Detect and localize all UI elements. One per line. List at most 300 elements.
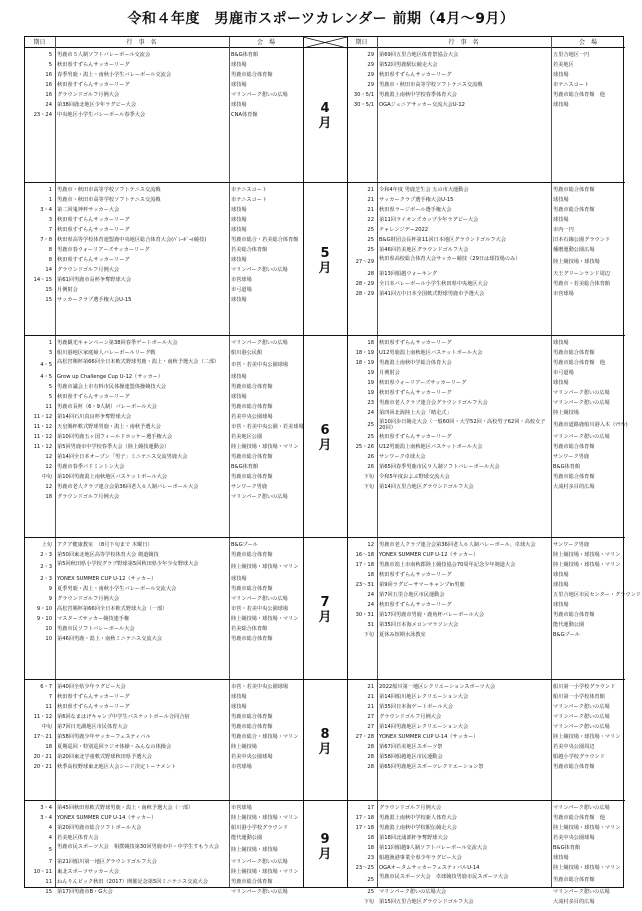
event-name: グラウンドゴルフ月例大会 bbox=[379, 805, 442, 811]
event-name: 秋田県すずらんサッカーリーグ bbox=[379, 572, 452, 578]
event-venue: 男鹿市総合体育館 bbox=[553, 612, 595, 618]
event-venue: B&Gプール bbox=[231, 542, 258, 548]
event-date: 15 bbox=[45, 287, 52, 293]
event-venue: 男鹿市総合・若美総合体育館 bbox=[231, 237, 299, 243]
event-venue: 市営球場 bbox=[231, 805, 252, 811]
event-name: 男鹿市・秋田市高等学校ソフトテニス交流戦 bbox=[57, 197, 161, 203]
event-date: 17・18 bbox=[355, 562, 374, 568]
event-row bbox=[25, 833, 303, 843]
event-date: 9 bbox=[48, 596, 52, 602]
event-date: 25 bbox=[367, 434, 374, 440]
event-name: 第二回鬼神杯サッカー大会 bbox=[57, 207, 120, 213]
event-row bbox=[25, 80, 303, 90]
event-row bbox=[25, 382, 303, 392]
event-row bbox=[347, 897, 625, 907]
event-venue: 若美総合体育館 bbox=[231, 626, 268, 632]
event-date: 3 bbox=[48, 350, 52, 356]
event-name: 第11回船越9人制ソフトバレーボール交流大会 bbox=[379, 845, 488, 851]
event-venue: マリンパーク憩いの広場 bbox=[553, 889, 610, 895]
event-name: 第7回日光湖地区市民体育大会 bbox=[57, 724, 128, 730]
event-venue: 能代運動公園 bbox=[553, 622, 585, 628]
event-date: 18 bbox=[45, 494, 52, 500]
event-row bbox=[347, 245, 625, 255]
event-date: 15 bbox=[45, 889, 52, 895]
event-row bbox=[347, 185, 625, 195]
event-row bbox=[25, 265, 303, 275]
event-row bbox=[347, 378, 625, 388]
event-venue: 男鹿市総合体育館 bbox=[231, 474, 273, 480]
event-venue: 市営・若美中央公園球場 bbox=[231, 362, 289, 368]
header-date: 期日 bbox=[355, 39, 368, 46]
event-row bbox=[347, 712, 625, 722]
event-row bbox=[347, 205, 625, 215]
page-title: 令和４年度 男鹿市スポーツカレンダー 前期（4月〜9月） bbox=[127, 11, 515, 27]
event-name: 船川港地区家庭婦人バレーボールリーグ戦 bbox=[57, 350, 156, 356]
event-date: 12 bbox=[45, 454, 52, 460]
event-date: 17・18 bbox=[355, 815, 374, 821]
event-name: 第10回歩日競走大会（一般60回・大学52回・高校男子62回・高校女子20回） bbox=[379, 418, 546, 431]
event-row bbox=[25, 338, 303, 348]
event-date: 31 bbox=[367, 622, 374, 628]
event-row bbox=[25, 195, 303, 205]
event-name: 第69回五里合地区体育祭協会大会 bbox=[379, 52, 459, 58]
event-date: 11 bbox=[45, 404, 52, 410]
event-row bbox=[347, 853, 625, 863]
event-name: YONEX SUMMER CUP U-12（サッカー） bbox=[57, 576, 157, 582]
event-venue: サンワーク男鹿 bbox=[553, 454, 590, 460]
event-name: 男鹿観光キャンペーン第38回春季ゲートボール大会 bbox=[57, 340, 178, 346]
event-name: 全日本バレーボール小学生秋田県中央地区大会 bbox=[379, 281, 488, 287]
event-name: 第20回男鹿市総合ソフトボール大会 bbox=[57, 825, 142, 831]
month-label bbox=[303, 246, 347, 276]
event-venue: 男鹿市総合体育館 bbox=[231, 636, 273, 642]
event-date: 18・19 bbox=[355, 350, 374, 356]
event-row bbox=[25, 392, 303, 402]
event-name: 夏季男鹿・潟上・南秋小学生バレーボール交流大会 bbox=[57, 586, 177, 592]
event-date: 21 bbox=[367, 187, 374, 193]
month-label-char: 9 bbox=[320, 831, 330, 847]
month-label-char: 月 bbox=[318, 846, 332, 862]
event-venue: 球技場 bbox=[553, 340, 569, 346]
event-venue: 市営・若美中央公園球場 bbox=[231, 606, 289, 612]
month-label-char: 月 bbox=[318, 610, 332, 625]
event-name: 第40回全県少年ラグビー大会 bbox=[57, 684, 126, 690]
event-date: 25 bbox=[367, 247, 374, 253]
event-date: 23 bbox=[367, 855, 374, 861]
event-row bbox=[347, 452, 625, 462]
event-row bbox=[25, 245, 303, 255]
month-label bbox=[303, 423, 347, 453]
event-row bbox=[347, 100, 625, 110]
header-event: 行 事 名 bbox=[126, 39, 157, 46]
event-name: 第46回男鹿・潟上・南秋ミニテニス交流大会 bbox=[57, 636, 162, 642]
event-row bbox=[347, 338, 625, 348]
event-venue: 陸上競技場・球技場・マリン bbox=[553, 734, 621, 740]
event-venue: 市営・若美中央公園・若美球場 bbox=[231, 424, 304, 430]
event-date: 10 bbox=[45, 636, 52, 642]
event-venue: 陸上競技場・球技場・マリン bbox=[231, 564, 299, 570]
event-name: 男鹿市・秋田市高等学校ソフトテニス交流戦 bbox=[379, 82, 483, 88]
event-row bbox=[25, 604, 303, 614]
event-venue: マリンパーク憩いの広場 bbox=[553, 714, 610, 720]
event-date: 11・12 bbox=[33, 714, 52, 720]
event-date: 中旬 bbox=[41, 474, 52, 480]
event-venue: 球技場 bbox=[231, 694, 247, 700]
event-name: 秋田県すずらんサッカーリーグ bbox=[57, 82, 130, 88]
event-date: 17〜21 bbox=[33, 734, 52, 740]
event-row bbox=[347, 368, 625, 378]
event-row bbox=[25, 712, 303, 722]
event-name: B&G財団会長杯第11回日本地区グラウンドゴルフ大会 bbox=[379, 237, 506, 243]
event-row bbox=[347, 482, 625, 492]
event-date: 25 bbox=[367, 422, 374, 428]
event-name: 第四回北海陸上大会「晴走式」 bbox=[379, 410, 452, 416]
event-name: マリンパーク憩いの広場大会 bbox=[379, 889, 447, 895]
event-date: 8 bbox=[48, 247, 52, 253]
event-name: 春季男鹿・潟上・南秋小学生バレーボール交流会 bbox=[57, 72, 172, 78]
event-date: 27 bbox=[367, 714, 374, 720]
event-name: サッカークラブ選手権大会U-15 bbox=[379, 197, 454, 203]
event-row bbox=[25, 550, 303, 560]
event-venue: 球技場 bbox=[231, 704, 247, 710]
header-month-cross bbox=[303, 37, 347, 48]
event-name: 第14回男鹿地区レクリエーション大会 bbox=[379, 724, 469, 730]
event-name: 男鹿潟上南秋中学校駅伝競走大会 bbox=[379, 825, 457, 831]
event-row bbox=[347, 580, 625, 590]
event-row bbox=[25, 560, 303, 574]
event-venue: B&G体育館 bbox=[231, 464, 259, 470]
event-venue: 大滝村多目的広場 bbox=[553, 484, 595, 490]
event-date: 12 bbox=[45, 464, 52, 470]
event-name: 秋田県すずらんサッカーリーグ bbox=[379, 390, 452, 396]
event-venue: 陸上競技場・球技場・マリン bbox=[553, 562, 621, 568]
event-name: 第41回五中日本全国軟式野球男鹿市予選大会 bbox=[379, 291, 485, 297]
event-name: YONEX SUMMER CUP U-12（サッカー） bbox=[379, 552, 479, 558]
event-date: 24 bbox=[367, 592, 374, 598]
event-venue: 男鹿市総合体育館 他 bbox=[553, 92, 605, 98]
event-row bbox=[25, 295, 303, 305]
event-venue: 陸上競技場・球技場 bbox=[231, 847, 278, 853]
month-label-char: 4 bbox=[320, 101, 330, 116]
event-venue: 男鹿市総合体育館 bbox=[553, 350, 595, 356]
event-date: 21 bbox=[367, 694, 374, 700]
event-row bbox=[347, 762, 625, 772]
month-label-char: 7 bbox=[320, 595, 330, 610]
event-venue: マリンパーク憩いの広場 bbox=[231, 267, 288, 273]
event-date: 12 bbox=[45, 484, 52, 490]
event-venue: 球技場 bbox=[553, 602, 569, 608]
event-row bbox=[347, 752, 625, 762]
event-row bbox=[25, 422, 303, 432]
event-date: 4 bbox=[48, 825, 52, 831]
event-date: 29 bbox=[367, 62, 374, 68]
event-name: U12男鹿潟上南秋地区バスケットボール大会 bbox=[379, 444, 483, 450]
event-name: 中央地区小学生バレーボール春季大会 bbox=[57, 112, 146, 118]
event-date: 14・15 bbox=[33, 277, 52, 283]
event-venue: 若美地区 bbox=[553, 62, 574, 68]
event-date: 2・3 bbox=[40, 552, 52, 558]
event-row bbox=[25, 185, 303, 195]
event-venue: 陸上競技場・球技場・マリン bbox=[553, 865, 621, 871]
event-name: 第65回春季男鹿市民９人制ソフトバレーボール大会 bbox=[379, 464, 500, 470]
event-date: 18・19 bbox=[355, 360, 374, 366]
event-row bbox=[347, 215, 625, 225]
event-row bbox=[347, 60, 625, 70]
month-label-char: 月 bbox=[318, 741, 332, 757]
event-name: 東北スポーツサッカー大会 bbox=[57, 869, 119, 875]
event-row bbox=[25, 722, 303, 732]
event-name: OGAオータムサッカーフェスティバルU-14 bbox=[379, 865, 480, 871]
month-label bbox=[303, 832, 347, 862]
event-row bbox=[25, 823, 303, 833]
event-venue: 球技場 bbox=[553, 855, 569, 861]
event-date: 11・12 bbox=[33, 414, 52, 420]
event-venue: 男鹿市総合体育館 bbox=[231, 404, 273, 410]
event-name: 高松宮賜杯第66回全日本軟式野球大会（一部） bbox=[57, 606, 168, 612]
event-date: 20・21 bbox=[33, 764, 52, 770]
event-venue: 市営・若美中央公園球場 bbox=[231, 684, 289, 690]
event-venue: 市営球場 bbox=[231, 277, 252, 283]
event-date: 25・26 bbox=[355, 444, 374, 450]
event-venue: 男鹿市総合体育館 bbox=[231, 72, 273, 78]
event-date: 22 bbox=[367, 217, 374, 223]
event-venue: 球技場 bbox=[231, 394, 247, 400]
event-name: 第35回日本海メロンマラソン大会 bbox=[379, 622, 459, 628]
event-row bbox=[347, 887, 625, 897]
event-venue: 男鹿市総合体育館 bbox=[553, 444, 595, 450]
event-date: 5 bbox=[48, 394, 52, 400]
event-date: 2・3 bbox=[40, 564, 52, 570]
event-row bbox=[347, 279, 625, 289]
event-venue: 男鹿市総合体育館 bbox=[231, 714, 273, 720]
event-name: サッカークラブ選手権大会U-15 bbox=[57, 297, 132, 303]
event-date: 11・12 bbox=[33, 434, 52, 440]
event-row bbox=[347, 600, 625, 610]
event-name: 天皇賜杯軟式野球男鹿・潟上・南秋予選大会 bbox=[57, 424, 161, 430]
event-date: 21 bbox=[367, 207, 374, 213]
event-date: 5 bbox=[48, 847, 52, 853]
event-date: 29 bbox=[367, 52, 374, 58]
event-date: 26 bbox=[367, 464, 374, 470]
event-date: 下旬 bbox=[363, 474, 374, 480]
event-date: 18 bbox=[367, 572, 374, 578]
event-row bbox=[25, 492, 303, 502]
event-venue: 播磨運動公園広場 bbox=[553, 247, 595, 253]
event-venue: 男鹿市総合体育館 bbox=[553, 474, 595, 480]
event-row bbox=[25, 702, 303, 712]
event-name: 令和4年度 男鹿芝生会 五の市大運動会 bbox=[379, 187, 469, 193]
event-venue: 球技場 bbox=[231, 257, 247, 263]
month-block bbox=[25, 335, 628, 537]
event-row bbox=[347, 803, 625, 813]
event-venue: 市テニスコート bbox=[231, 187, 268, 193]
event-name: 男鹿潟上南秋中学総合体育大会 bbox=[379, 360, 452, 366]
event-name: 秋田県すずらんサッカーリーグ bbox=[57, 694, 130, 700]
event-date: 23〜31 bbox=[355, 582, 374, 588]
event-venue: 男鹿市・若美総合体育館 bbox=[553, 281, 611, 287]
event-venue: 男鹿市総合体育館 bbox=[231, 586, 273, 592]
event-row bbox=[347, 418, 628, 432]
event-date: 3 bbox=[48, 217, 52, 223]
event-venue: 球技場 bbox=[231, 62, 247, 68]
event-row bbox=[25, 215, 303, 225]
event-name: グラウンドゴルフ月例大会 bbox=[57, 92, 120, 98]
event-name: グラウンドゴルフ月例大会 bbox=[57, 596, 120, 602]
event-date: 11・12 bbox=[33, 424, 52, 430]
event-date: 4・5 bbox=[40, 374, 52, 380]
event-venue: 能代運動公園 bbox=[231, 835, 263, 841]
event-date: 1 bbox=[48, 197, 52, 203]
event-row bbox=[347, 590, 641, 600]
calendar-table bbox=[24, 36, 641, 905]
month-label-char: 5 bbox=[320, 245, 330, 261]
event-row bbox=[347, 833, 625, 843]
event-date: 4 bbox=[48, 835, 52, 841]
event-row bbox=[347, 195, 625, 205]
event-name: 船越漁港事業全県少年ラグビー大会 bbox=[379, 855, 462, 861]
event-date: 28 bbox=[367, 271, 374, 277]
event-date: 7・8 bbox=[40, 237, 52, 243]
event-name: 秋田県すずらんサッカーリーグ bbox=[379, 434, 452, 440]
event-venue: マリンパーク憩いの広場 bbox=[553, 400, 610, 406]
event-row bbox=[25, 762, 303, 772]
event-date: 17 bbox=[367, 805, 374, 811]
event-venue: マリンパーク憩いの広場 bbox=[231, 859, 288, 865]
event-date: 19 bbox=[367, 370, 374, 376]
event-row bbox=[347, 80, 625, 90]
event-venue: 若美中央公園球場 bbox=[231, 414, 273, 420]
event-name: 男鹿市老人クラブ連合会第36回老人６人制バレーボール大会 bbox=[57, 484, 199, 490]
event-name: 第10回男鹿五ヶ国フィールドホッケー選手権大会 bbox=[57, 434, 173, 440]
event-name: 秋田県すずらんサッカーリーグ bbox=[57, 227, 130, 233]
event-name: グラウンドゴルフ月例大会 bbox=[379, 714, 442, 720]
event-row bbox=[25, 624, 303, 634]
event-venue: 船川港公民館 bbox=[231, 350, 263, 356]
event-date: 28 bbox=[367, 754, 374, 760]
event-row bbox=[25, 452, 303, 462]
event-date: 28 bbox=[367, 744, 374, 750]
event-date: 28・29 bbox=[355, 281, 374, 287]
event-row bbox=[25, 594, 303, 604]
event-name: 第67回若美地区スポーツ祭 bbox=[379, 744, 443, 750]
month-label-char: 6 bbox=[320, 423, 330, 438]
event-venue: 男鹿市総合・球技場・マリン bbox=[231, 734, 299, 740]
event-venue: 若美総合体育館 bbox=[231, 247, 268, 253]
event-venue: 球技場 bbox=[553, 197, 569, 203]
event-name: 男鹿潟上南秋中学校春季体育大会 bbox=[379, 92, 457, 98]
event-name: 第13回船越ウォーキング bbox=[379, 271, 438, 277]
event-date: 26 bbox=[367, 454, 374, 460]
event-venue: 球技場 bbox=[553, 582, 569, 588]
event-date: 5 bbox=[48, 52, 52, 58]
event-date: 27〜29 bbox=[355, 259, 374, 265]
month-block bbox=[25, 182, 625, 335]
event-venue: 陸上競技場・球技場・マリン bbox=[231, 444, 299, 450]
event-venue: B&G体育館 bbox=[553, 464, 581, 470]
event-date: 6・7 bbox=[40, 684, 52, 690]
event-date: 15 bbox=[45, 297, 52, 303]
event-row bbox=[25, 275, 303, 285]
event-row bbox=[25, 110, 303, 120]
event-name: 第9回ラグビーサマーキャンプin男鹿 bbox=[379, 582, 465, 588]
event-venue: 船川港小学校グラウンド bbox=[231, 825, 289, 831]
event-date: 30・5/1 bbox=[353, 92, 374, 98]
event-name: 第14回全日本オープン「男子」ミニテニス交流男鹿大会 bbox=[57, 454, 188, 460]
event-date: 8 bbox=[48, 257, 52, 263]
event-name: U12男鹿潟上南秋地区バスケットボール大会 bbox=[379, 350, 483, 356]
event-row bbox=[25, 692, 303, 702]
event-row bbox=[347, 442, 625, 452]
event-venue: 男鹿市総合体育館 bbox=[231, 724, 273, 730]
event-date: 中旬 bbox=[41, 724, 52, 730]
event-name: 秋田県ラージボール選手権大会 bbox=[379, 207, 452, 213]
event-venue: 天王グリーンランド周辺 bbox=[553, 271, 610, 277]
event-name: マスターズサッカー競技連手権 bbox=[57, 616, 130, 622]
event-row bbox=[347, 570, 625, 580]
month-label-char: 月 bbox=[318, 260, 332, 276]
event-date: 3・4 bbox=[40, 207, 52, 213]
event-date: 16 bbox=[45, 92, 52, 98]
month-label bbox=[303, 101, 347, 131]
event-name: 第52回男鹿駅伝競走大会 bbox=[379, 62, 438, 68]
cross-mark bbox=[303, 37, 347, 48]
event-name: 秋田県高校総合体育大会サッカー競技（29日は球技場のみ） bbox=[379, 255, 521, 262]
event-row bbox=[347, 398, 625, 408]
event-name: 第38回鹿北地区少年ラグビー大会 bbox=[57, 102, 137, 108]
event-row bbox=[25, 432, 303, 442]
header-left bbox=[25, 37, 303, 48]
event-date: 3・4 bbox=[40, 815, 52, 821]
event-date: 14 bbox=[45, 267, 52, 273]
event-row bbox=[25, 412, 303, 422]
event-venue: 球技場 bbox=[231, 82, 247, 88]
event-row bbox=[25, 402, 303, 412]
event-date: 2・3 bbox=[40, 576, 52, 582]
event-date: 10 bbox=[45, 626, 52, 632]
event-venue: 男鹿市総合体育館 bbox=[231, 879, 273, 885]
event-venue: B&G体育館 bbox=[231, 52, 259, 58]
event-row bbox=[25, 205, 303, 215]
event-date: 19 bbox=[367, 380, 374, 386]
event-venue: マリンパーク憩いの広場 bbox=[231, 889, 288, 895]
event-venue: 男鹿市道路鹿船川港入木（ﾏﾗｿﾝ) bbox=[553, 422, 628, 428]
event-date: 27・28 bbox=[355, 734, 374, 740]
event-date: 11 bbox=[45, 704, 52, 710]
event-name: サンワーク卓球大会 bbox=[379, 454, 426, 460]
event-row bbox=[25, 867, 303, 877]
header-date: 期日 bbox=[33, 39, 46, 46]
event-row bbox=[347, 620, 625, 630]
event-date: 7 bbox=[48, 694, 52, 700]
event-name: グラウンドゴルフ月例大会 bbox=[57, 494, 120, 500]
event-venue: 男鹿市総合体育館 bbox=[553, 877, 595, 883]
event-date: 4・5 bbox=[40, 362, 52, 368]
event-date: 20・21 bbox=[33, 754, 52, 760]
event-venue: 五里合地区一円 bbox=[553, 52, 590, 58]
event-date: 23〜25 bbox=[355, 865, 374, 871]
event-name: 第46回若美地区グラウンドゴルフ大会 bbox=[379, 247, 469, 253]
event-name: 夏期巡回・特別巡回ラジオ体操・みんなの体操会 bbox=[57, 744, 172, 750]
event-date: 上旬 bbox=[41, 542, 52, 548]
event-row bbox=[347, 813, 625, 823]
event-venue: CNA体育館 bbox=[231, 112, 258, 118]
event-date: 16〜18 bbox=[355, 552, 374, 558]
event-date: 19 bbox=[367, 390, 374, 396]
event-venue: 市テニスコート bbox=[231, 197, 268, 203]
event-date: 下旬 bbox=[363, 899, 374, 905]
event-name: 秋田県すずらんサッカーリーグ bbox=[57, 62, 130, 68]
event-date: 18 bbox=[367, 340, 374, 346]
